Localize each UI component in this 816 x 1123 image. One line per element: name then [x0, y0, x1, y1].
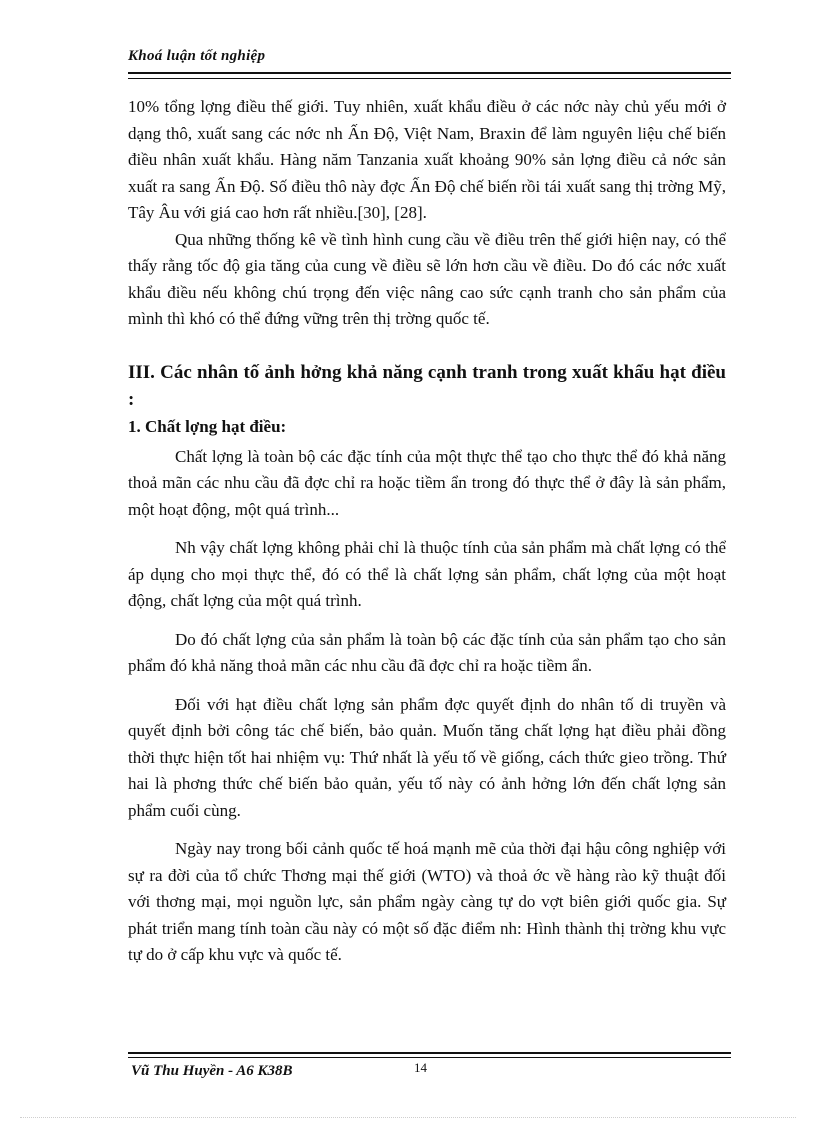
footer-author: Vũ Thu Huyền - A6 K38B	[131, 1063, 293, 1079]
header-rule-thin	[128, 78, 731, 79]
header-rule-thick	[128, 72, 731, 74]
paragraph-7: Ngày nay trong bối cảnh quốc tế hoá mạnh mẽ của thời đại hậu công nghiệp với sự ra đời của tổ chức Thơng mại thế giới (WTO) và thoả ớc về hàng rào kỹ thuật đối với thơng mại, mọi nguồn lực, sản phẩm ngày càng tự do vợt biên giới quốc gia. Sự phát triển mang tính toàn cầu này có một số đặc điểm nh: Hình thành thị trờng khu vực tự do ở cấp khu vực và quốc tế.	[128, 839, 726, 964]
footer-rule-thick	[128, 1052, 731, 1054]
paragraph-6: Đối với hạt điều chất lợng sản phẩm đợc quyết định do nhân tố di truyền và quyết định bởi công tác chế biến, bảo quản. Muốn tăng chất lợng hạt điều phải đồng thời thực hiện tốt hai nhiệm vụ: Thứ nhất là yếu tố về giống, cách thức gieo trồng. Thứ hai là phơng thức chế biến bảo quản, yếu tố này có ảnh hởng lớn đến chất lợng sản phẩm cuối cùng.	[128, 694, 726, 820]
body-text	[128, 94, 726, 969]
header-title: Khoá luận tốt nghiệp	[128, 48, 266, 64]
paragraph-2: Qua những thống kê về tình hình cung cầu về điều trên thế giới hiện nay, có thể thấy rằng tốc độ gia tăng của cung về điều sẽ lớn hơn cầu về điều. Do đó các nớc xuất khẩu điều nếu không chú trọng đến việc nâng cao sức cạnh tranh cho sản phẩm của mình thì khó có thể đứng vững trên thị trờng quốc tế.	[128, 229, 726, 328]
section-heading: III. Các nhân tố ảnh hởng khả năng cạnh tranh trong xuất khẩu hạt điều :	[128, 361, 726, 410]
paragraph-3: Chất lợng là toàn bộ các đặc tính của một thực thể tạo cho thực thể đó khả năng thoả mãn các nhu cầu đã đợc chỉ ra hoặc tiềm ẩn trong đó thực thể ở đây là sản phẩm, một hoạt động, một quá trình...	[128, 446, 726, 519]
page-edge-divider	[20, 1117, 796, 1118]
sub-heading: 1. Chất lợng hạt điều:	[128, 416, 287, 436]
paragraph-1: 10% tổng lợng điều thế giới. Tuy nhiên, xuất khẩu điều ở các nớc này chủ yếu mới ở dạng thô, xuất sang các nớc nh Ấn Độ, Việt Nam, Braxin để làm nguyên liệu chế biến điều nhân xuất khẩu. Hàng năm Tanzania xuất khoảng 90% sản lợng điều cả nớc sản xuất ra sang Ấn Độ. Số điều thô này đợc Ấn Độ chế biến rồi tái xuất sang thị trờng Mỹ, Tây Âu với giá cao hơn rất nhiều.[30], [28].	[128, 97, 726, 222]
footer-rule-thin	[128, 1057, 731, 1058]
paragraph-5: Do đó chất lợng của sản phẩm là toàn bộ các đặc tính của sản phẩm tạo cho sản phẩm đó khả năng thoả mãn các nhu cầu đã đợc chỉ ra hoặc tiềm ẩn.	[128, 629, 726, 675]
page-number: 14	[414, 1060, 427, 1075]
paragraph-4: Nh vậy chất lợng không phải chỉ là thuộc tính của sản phẩm mà chất lợng có thể áp dụng cho mọi thực thể, đó có thể là chất lợng sản phẩm, chất lợng của một hoạt động, chất lợng của một quá trình.	[128, 538, 726, 610]
